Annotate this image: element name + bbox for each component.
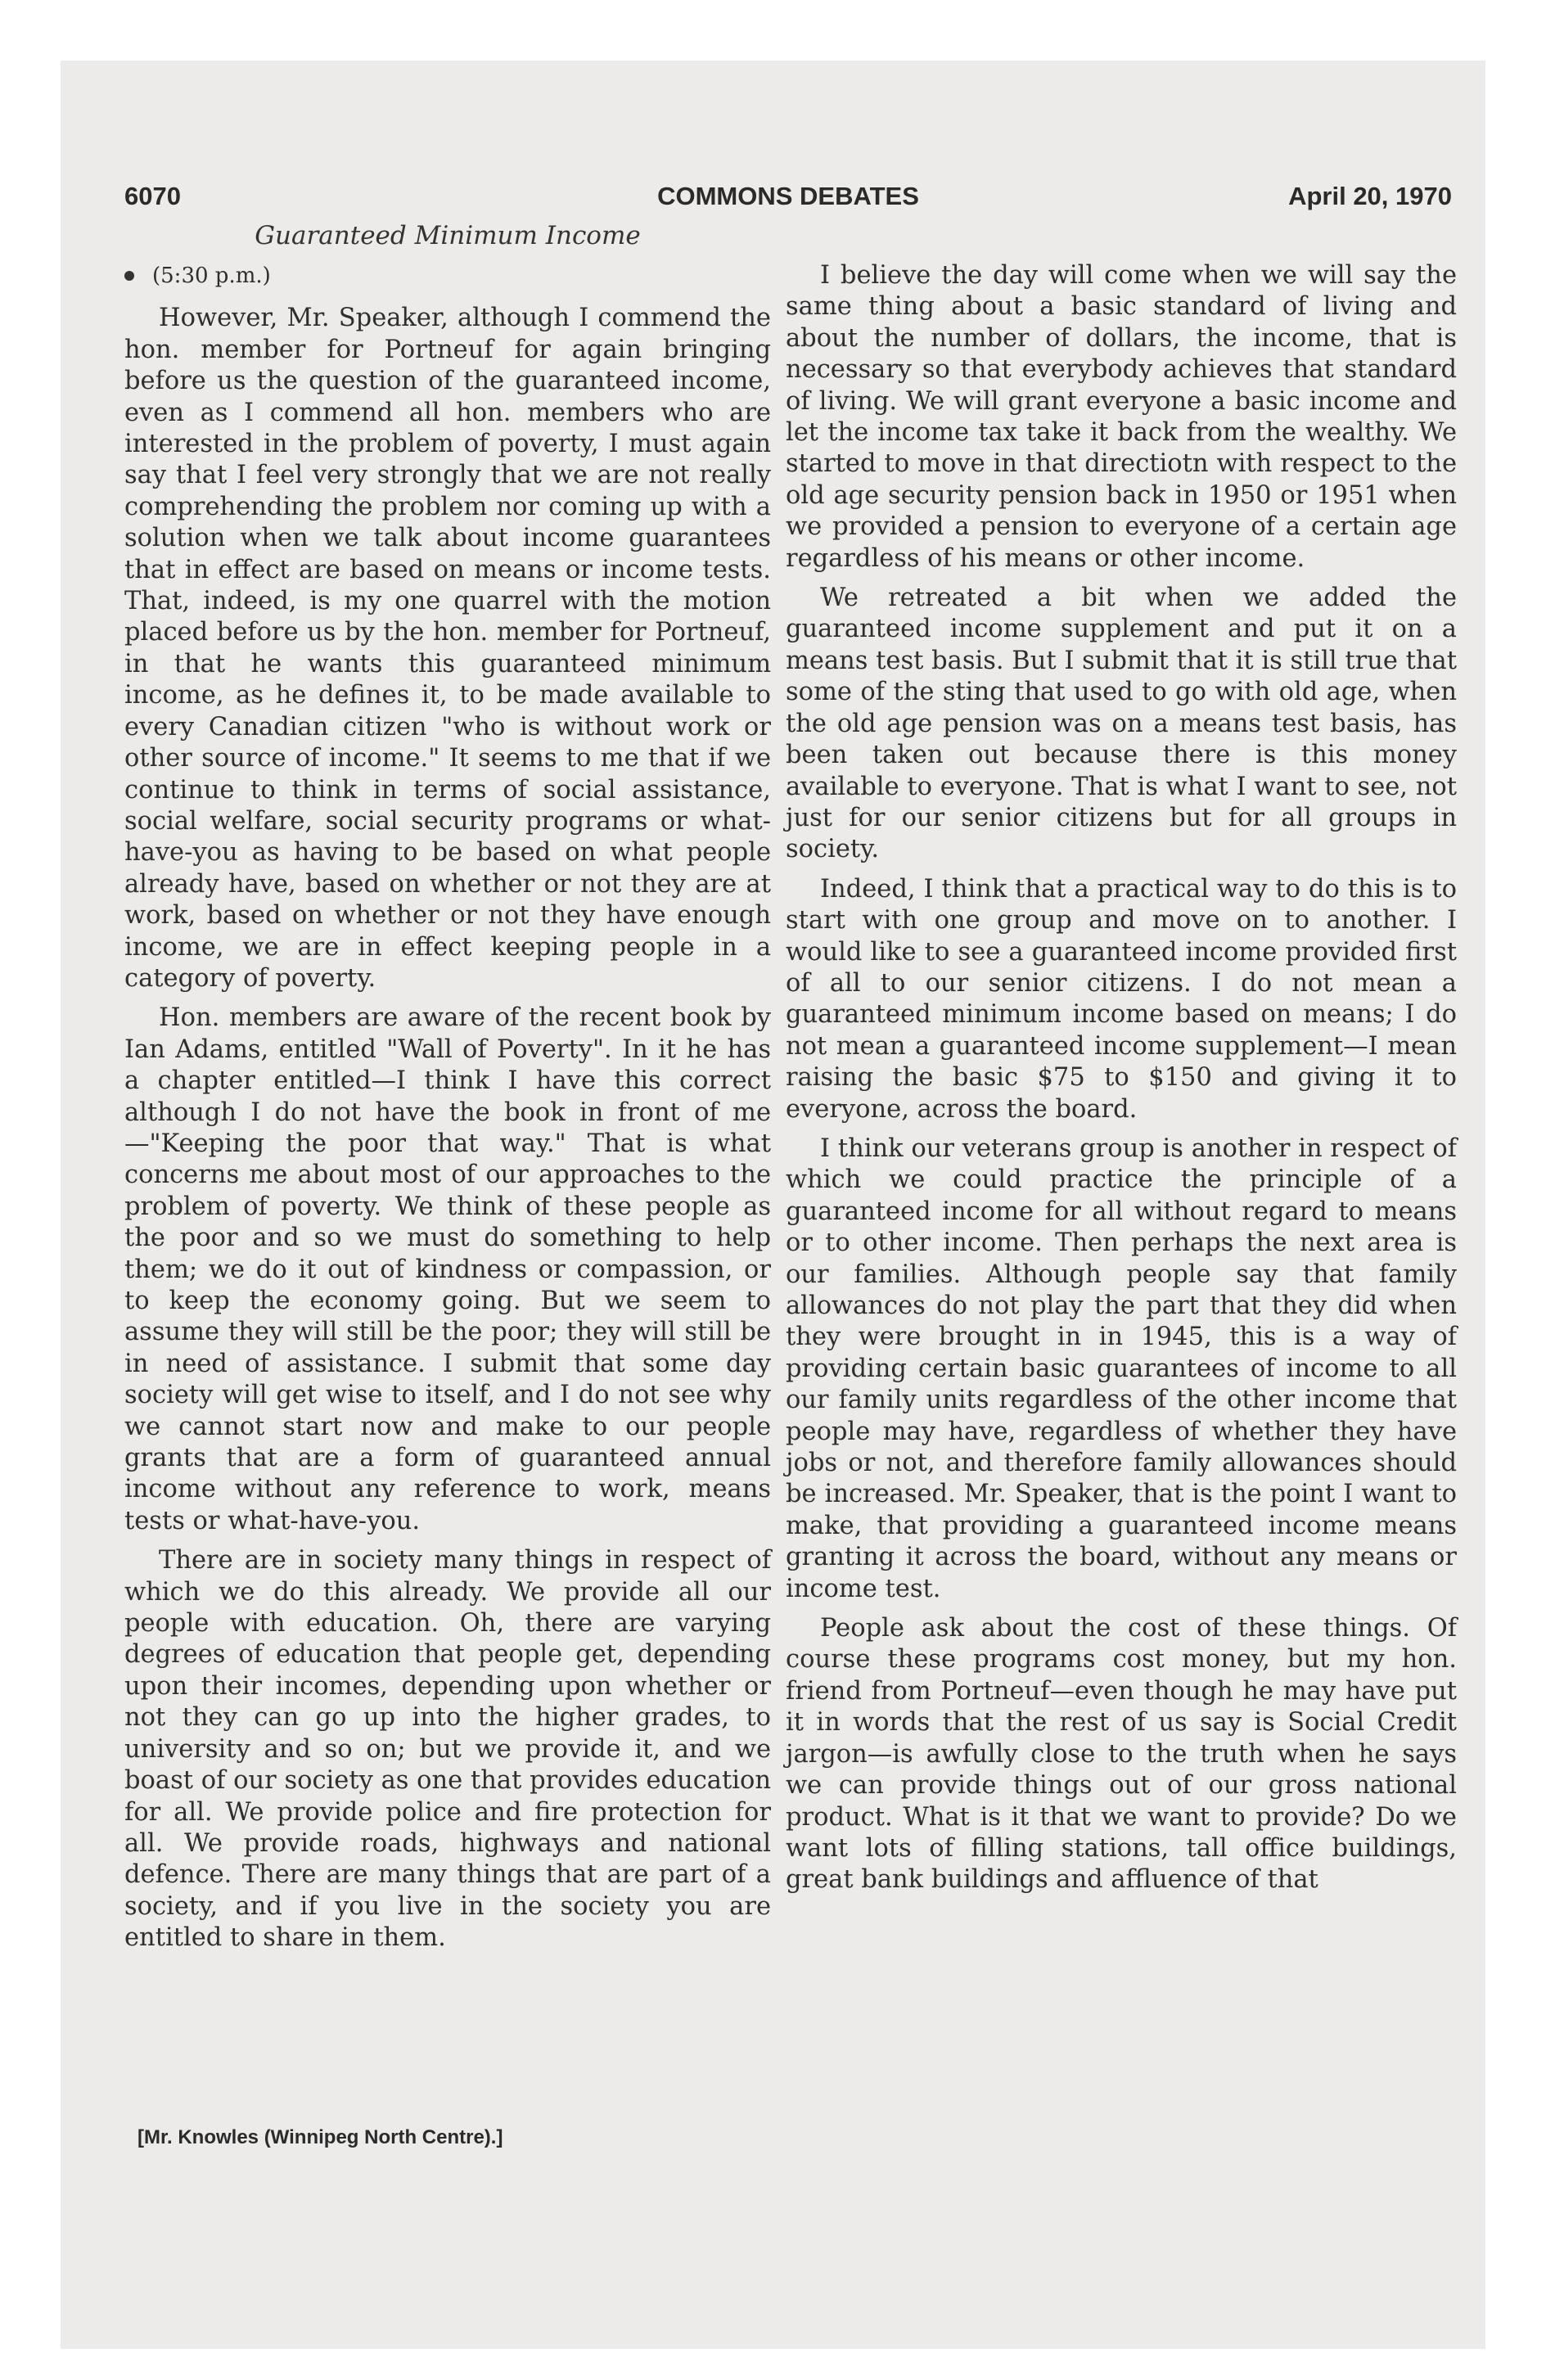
speaker-attribution: [Mr. Knowles (Winnipeg North Centre).] [137, 2126, 503, 2148]
right-column [786, 260, 1457, 1904]
page-header [124, 182, 1452, 223]
timestamp-line [124, 260, 771, 291]
section-subheading: Guaranteed Minimum Income [255, 221, 641, 250]
paragraph: Hon. members are aware of the recent book by Ian Adams, entitled "Wall of Poverty". In it he has a chapter entitled—I think I have this correct although I do not have the book in front of me—"Keeping the poor that way." That is what concerns me about most of our approaches to the problem of poverty. We think of these people as the poor and so we must do something to help them; we do it out of kindness or compassion, or to keep the economy going. But we seem to assume they will still be the poor; they will still be in need of assistance. I submit that some day society will get wise to itself, and I do not see why we cannot start now and make to our people grants that are a form of guaranteed annual income without any reference to work, means tests or what-have-you. [124, 1003, 771, 1535]
paragraph: However, Mr. Speaker, although I commend the hon. member for Portneuf for again bringing before us the question of the guaranteed income, even as I commend all hon. members who are interested in the problem of poverty, I must again say that I feel very strongly that we are not really comprehending the problem nor coming up with a solution when we talk about income guarantees that in effect are based on means or income tests. That, indeed, is my one quarrel with the motion placed before us by the hon. member for Portneuf, in that he wants this guaranteed minimum income, as he defines it, to be made available to every Canadian citizen "who is without work or other source of income." It seems to me that if we continue to think in terms of social assistance, social welfare, social security programs or what-have-you as having to be based on what people already have, based on whether or not they are at work, based on whether or not they have enough income, we are in effect keeping people in a category of poverty. [124, 304, 771, 993]
page-date: April 20, 1970 [1288, 182, 1452, 210]
paragraph: Indeed, I think that a practical way to do this is to start with one group and move on to another. I would like to see a guaranteed income provided first of all to our senior citizens. I do not mean a guaranteed minimum income based on means; I do not mean a guaranteed income supplement—I mean raising the basic $75 to $150 and giving it to everyone, across the board. [786, 874, 1457, 1124]
paragraph: People ask about the cost of these things. Of course these programs cost money, but my hon. friend from Portneuf—even though he may have put it in words that the rest of us say is Social Credit jargon—is awfully close to the truth when he says we can provide things out of our gross national product. What is it that we want to provide? Do we want lots of filling stations, tall office buildings, great bank buildings and affluence of that [786, 1614, 1457, 1895]
paragraph: We retreated a bit when we added the guaranteed income supplement and put it on a means test basis. But I submit that it is still true that some of the sting that used to go with old age, when the old age pension was on a means test basis, has been taken out because there is this money available to everyone. That is what I want to see, not just for our senior citizens but for all groups in society. [786, 584, 1457, 864]
publication-title: COMMONS DEBATES [657, 182, 919, 210]
paragraph: I believe the day will come when we will say the same thing about a basic standard of living and about the number of dollars, the income, that is necessary so that everybody achieves that standard of living. We will grant everyone a basic income and let the income tax take it back from the wealthy. We started to move in that directiotn with respect to the old age security pension back in 1950 or 1951 when we provided a pension to everyone of a certain age regardless of his means or other income. [786, 261, 1457, 573]
page-number: 6070 [124, 182, 181, 210]
paragraph: I think our veterans group is another in respect of which we could practice the principle of a guaranteed income for all without regard to means or to other income. Then perhaps the next area is our families. Although people say that family allowances do not play the part that they did when they were brought in in 1945, this is a way of providing certain basic guarantees of income to all our family units regardless of the other income that people may have, regardless of whether they have jobs or not, and therefore family allowances should be increased. Mr. Speaker, that is the point I want to make, that providing a guaranteed income means granting it across the board, without any means or income test. [786, 1134, 1457, 1603]
bullet-icon [124, 271, 134, 281]
left-column [124, 260, 771, 1963]
timestamp: (5:30 p.m.) [152, 264, 271, 288]
paragraph: There are in society many things in respect of which we do this already. We provide all our people with education. Oh, there are varying degrees of education that people get, depending upon their incomes, depending upon whether or not they can go up into the higher grades, to university and so on; but we provide it, and we boast of our society as one that provides education for all. We provide police and fire protection for all. We provide roads, highways and national defence. There are many things that are part of a society, and if you live in the society you are entitled to share in them. [124, 1546, 771, 1953]
